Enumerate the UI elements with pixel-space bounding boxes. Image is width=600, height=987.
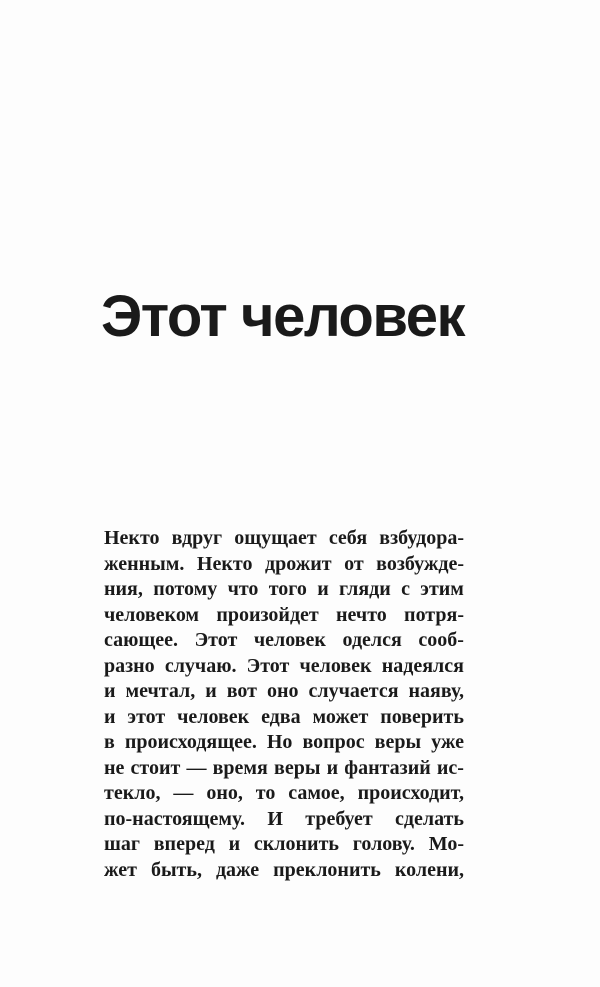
paragraph-line: ния, потому что того и гляди с этим	[104, 578, 464, 600]
paragraph-line: не стоит — время веры и фантазий ис-	[104, 756, 464, 779]
body-paragraph	[104, 526, 464, 883]
paragraph-line: в происходящее. Но вопрос веры уже	[104, 731, 464, 753]
paragraph-line: женным. Некто дрожит от возбужде-	[104, 552, 464, 575]
paragraph-line: шаг вперед и склонить голову. Мо-	[104, 833, 464, 855]
paragraph-line: текло, — оно, то самое, происходит,	[104, 782, 464, 804]
paragraph-line: разно случаю. Этот человек надеялся	[104, 654, 464, 677]
paragraph-line: по-настоящему. И требует сделать	[104, 807, 464, 830]
paragraph-line: жет быть, даже преклонить колени,	[104, 858, 464, 881]
paragraph-line: и мечтал, и вот оно случается наяву,	[104, 680, 464, 702]
paragraph-line: сающее. Этот человек оделся сооб-	[104, 629, 464, 651]
chapter-title: Этот человек	[101, 284, 465, 349]
paragraph-line: человеком произойдет нечто потря-	[104, 603, 464, 626]
paragraph-line: Некто вдруг ощущает себя взбудора-	[104, 527, 464, 549]
paragraph-line: и этот человек едва может поверить	[104, 705, 464, 728]
